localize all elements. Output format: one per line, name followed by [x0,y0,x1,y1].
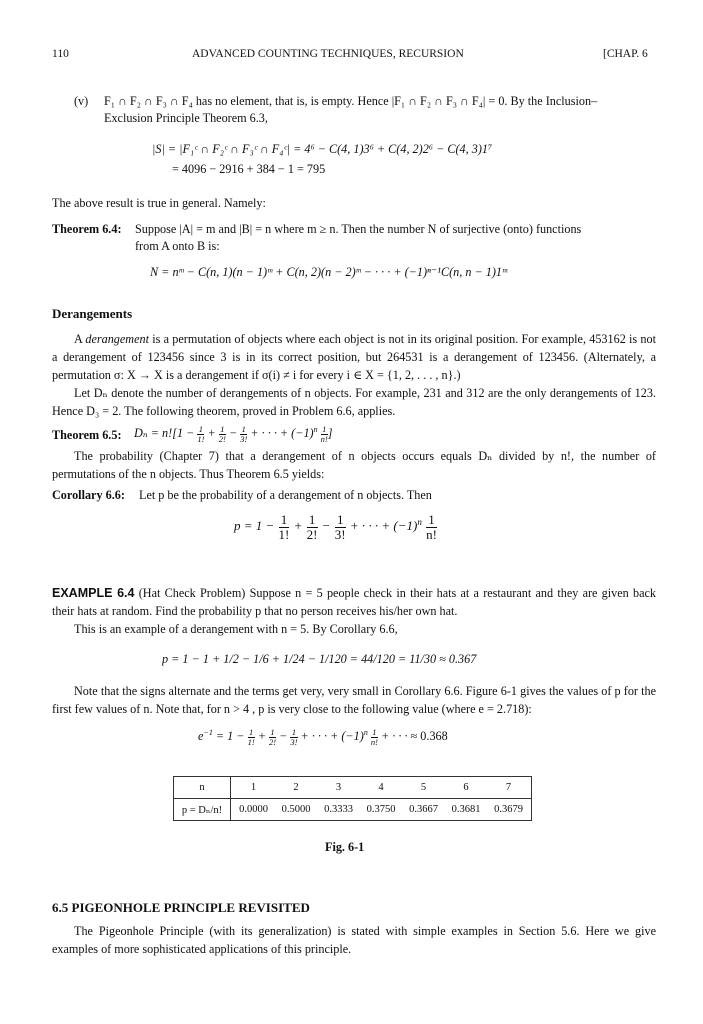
table-cell: 0.3667 [409,804,438,815]
item-v-text-1: F₁ ∩ F₂ ∩ F₃ ∩ F₄ has no element, that is, is empty. Hence |F₁ ∩ F₂ ∩ F₃ ∩ F₄| = 0. By the Inclusion– [104,94,598,108]
general-text: The above result is true in general. Namely: [52,196,266,210]
table-cell: 5 [420,782,427,793]
chapter-label: [CHAP. 6 [603,48,648,60]
example-6-4-text-2: This is an example of a derangement with n = 5. By Corollary 6.6, [74,622,398,636]
probability-paragraph: The probability (Chapter 7) that a derangement of n objects occurs equals Dₙ divided by n!, the number of permutations of the n objects. Thus Theorem 6.5 yields: [52,449,656,481]
table-row [174,799,532,821]
derangements-heading: Derangements [52,306,133,321]
theorem-6-5-formula: Dₙ = n![1 − $\frac{1}{1!}$ + $\frac{1}{2!}$ − $\frac{1}{3!}$ + · · · + $(-1)^n$ $\frac{1}{n!}$ ] [134,424,333,444]
table-cell: 0.3681 [451,804,481,815]
example-6-4-paragraph: EXAMPLE 6.4 (Hat Check Problem) Suppose n = 5 people check in their hats at a restaurant and they are given back their hats at random. Find the probability p that no person receives his/her own hat. [52,586,657,618]
e-inverse-series: $e^{-1} = 1$ − $\frac{1}{1!}$ + $\frac{1}{2!}$ − $\frac{1}{3!}$ + · · · + $(-1)^n$ $\frac{1}{n!}$ + · · · ≈ 0.368 [198,727,448,747]
running-title: ADVANCED COUNTING TECHNIQUES, RECURSION [192,48,464,60]
table-row-label-p: p = Dₙ/n! [174,799,231,821]
figure-6-1-table [173,776,532,821]
table-row-label-n: n [174,777,231,799]
theorem-6-4-formula: N = nᵐ − C(n, 1)(n − 1)ᵐ + C(n, 2)(n − 2)ᵐ − · · · + (−1)ⁿ⁻¹C(n, n − 1)1ᵐ [150,265,508,279]
theorem-6-5-label: Theorem 6.5: [52,428,122,442]
example-6-4-label: EXAMPLE 6.4 [52,586,135,600]
table-cell: 2 [293,782,299,793]
hat-check-formula: p = 1 − 1 + 1/2 − 1/6 + 1/24 − 1/120 = 44/120 = 11/30 ≈ 0.367 [162,652,477,666]
corollary-6-6-text: Let p be the probability of a derangement of n objects. Then [139,488,432,502]
section-6-5-paragraph: The Pigeonhole Principle (with its generalization) is stated with simple examples in Section 5.6. Here we give examples of more sophisticated applications of this principle. [52,924,656,956]
equation-s-line-1: |S| = |F₁ᶜ ∩ F₂ᶜ ∩ F₃ᶜ ∩ F₄ᶜ| = 4⁶ − C(4, 1)3⁶ + C(4, 2)2⁶ − C(4, 3)1⁷ [152,142,493,156]
table-row-values-p [231,799,532,821]
table-cell: 6 [463,782,469,793]
section-6-5-heading: 6.5 PIGEONHOLE PRINCIPLE REVISITED [52,900,310,915]
corollary-6-6-label: Corollary 6.6: [52,488,125,502]
derangements-paragraph-1: A derangement is a permutation of objects where each object is not in its original position. For example, 453162 is not a derangement of 123456 since 3 is in its correct position, but 264531 is a derangement of 123456. (Alternately, a permutation σ: X → X is a derangement if σ(i) ≠ i for every i ∈ X = {1, 2, . . . , n}.) [52,332,656,382]
equation-s-line-2: = 4096 − 2916 + 384 − 1 = 795 [172,162,326,176]
derangements-paragraph-2: Let Dₙ denote the number of derangements of n objects. For example, 231 and 312 are the only derangements of 123. Hence D₃ = 2. The following theorem, proved in Problem 6.6, applies. [52,386,656,418]
table-cell: 0.3750 [366,804,396,815]
theorem-6-4-text-2: from A onto B is: [135,239,220,253]
example-6-4-text-3: Note that the signs alternate and the terms get very, very small in Corollary 6.6. Figure 6-1 gives the values of p for the first few values of n. Note that, for n > 4 , p is very close to the following value (where e = 2.718): [52,684,656,716]
item-v-text-2: Exclusion Principle Theorem 6.3, [104,111,268,125]
table-cell: 0.0000 [239,804,268,815]
theorem-6-4-text-1: Suppose |A| = m and |B| = n where m ≥ n. Then the number N of surjective (onto) functions [135,222,582,236]
table-cell: 1 [250,782,257,793]
table-cell: 4 [378,782,384,793]
figure-caption: Fig. 6-1 [325,840,365,854]
item-v-label: (v) [74,94,89,108]
theorem-6-4-label: Theorem 6.4: [52,222,122,236]
table-row [174,777,532,799]
table-cell: 3 [335,782,342,793]
corollary-6-6-formula: p = 1 − $\frac{1}{1!}$ + $\frac{1}{2!}$ − $\frac{1}{3!}$ + · · · + $(-1)^n$ $\frac{1}{n!}$ [234,512,437,542]
table-cell: 0.3333 [324,804,353,815]
table-cell: 0.5000 [281,804,311,815]
table-row-values-n [231,777,532,799]
table-cell: 7 [505,782,512,793]
page-number: 110 [52,48,69,60]
table-cell: 0.3679 [494,804,523,815]
